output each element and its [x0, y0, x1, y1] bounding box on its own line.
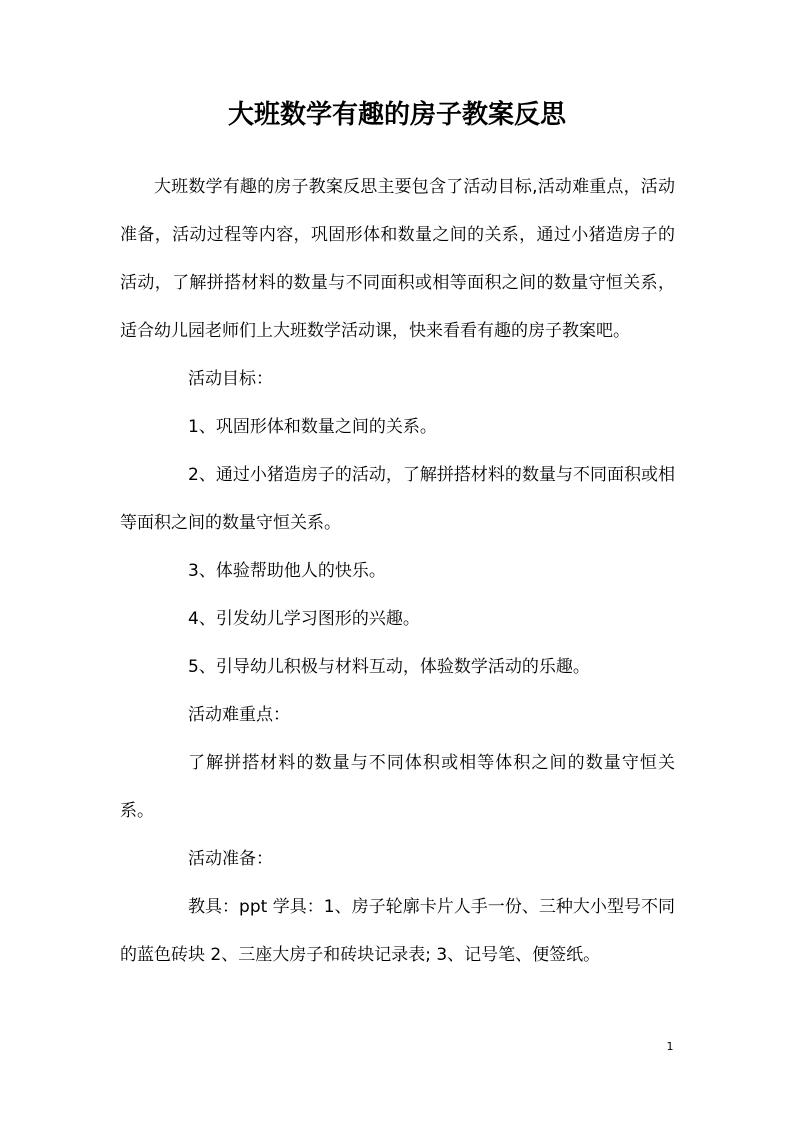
goal-item-4: 4、引发幼儿学习图形的兴趣。 — [188, 609, 420, 629]
section-heading-preparation: 活动准备： — [188, 849, 273, 869]
goal-item-1: 1、巩固形体和数量之间的关系。 — [188, 417, 437, 437]
key-points-text: 了解拼搭材料的数量与不同体积或相等体积之间的数量守恒关系。 — [120, 753, 675, 821]
section-heading-goals: 活动目标： — [188, 369, 273, 389]
goal-item-5: 5、引导幼儿积极与材料互动，体验数学活动的乐趣。 — [188, 657, 590, 677]
preparation-text: 教具：ppt 学具：1、房子轮廓卡片人手一份、三种大小型号不同的蓝色砖块 2、三座大房子和砖块记录表; 3、记号笔、便签纸。 — [120, 897, 675, 965]
section-heading-key-points: 活动难重点： — [188, 705, 290, 725]
document-title: 大班数学有趣的房子教案反思 — [227, 100, 566, 130]
goal-item-3: 3、体验帮助他人的快乐。 — [188, 561, 386, 581]
document-body — [120, 163, 675, 979]
page-number: 1 — [666, 1040, 674, 1053]
goal-item-2: 2、通过小猪造房子的活动，了解拼搭材料的数量与不同面积或相等面积之间的数量守恒关系。 — [120, 465, 675, 533]
intro-paragraph: 大班数学有趣的房子教案反思主要包含了活动目标,活动难重点，活动准备，活动过程等内容，巩固形体和数量之间的关系，通过小猪造房子的活动，了解拼搭材料的数量与不同面积或相等面积之间的数量守恒关系，适合幼儿园老师们上大班数学活动课，快来看看有趣的房子教案吧。 — [120, 177, 675, 341]
